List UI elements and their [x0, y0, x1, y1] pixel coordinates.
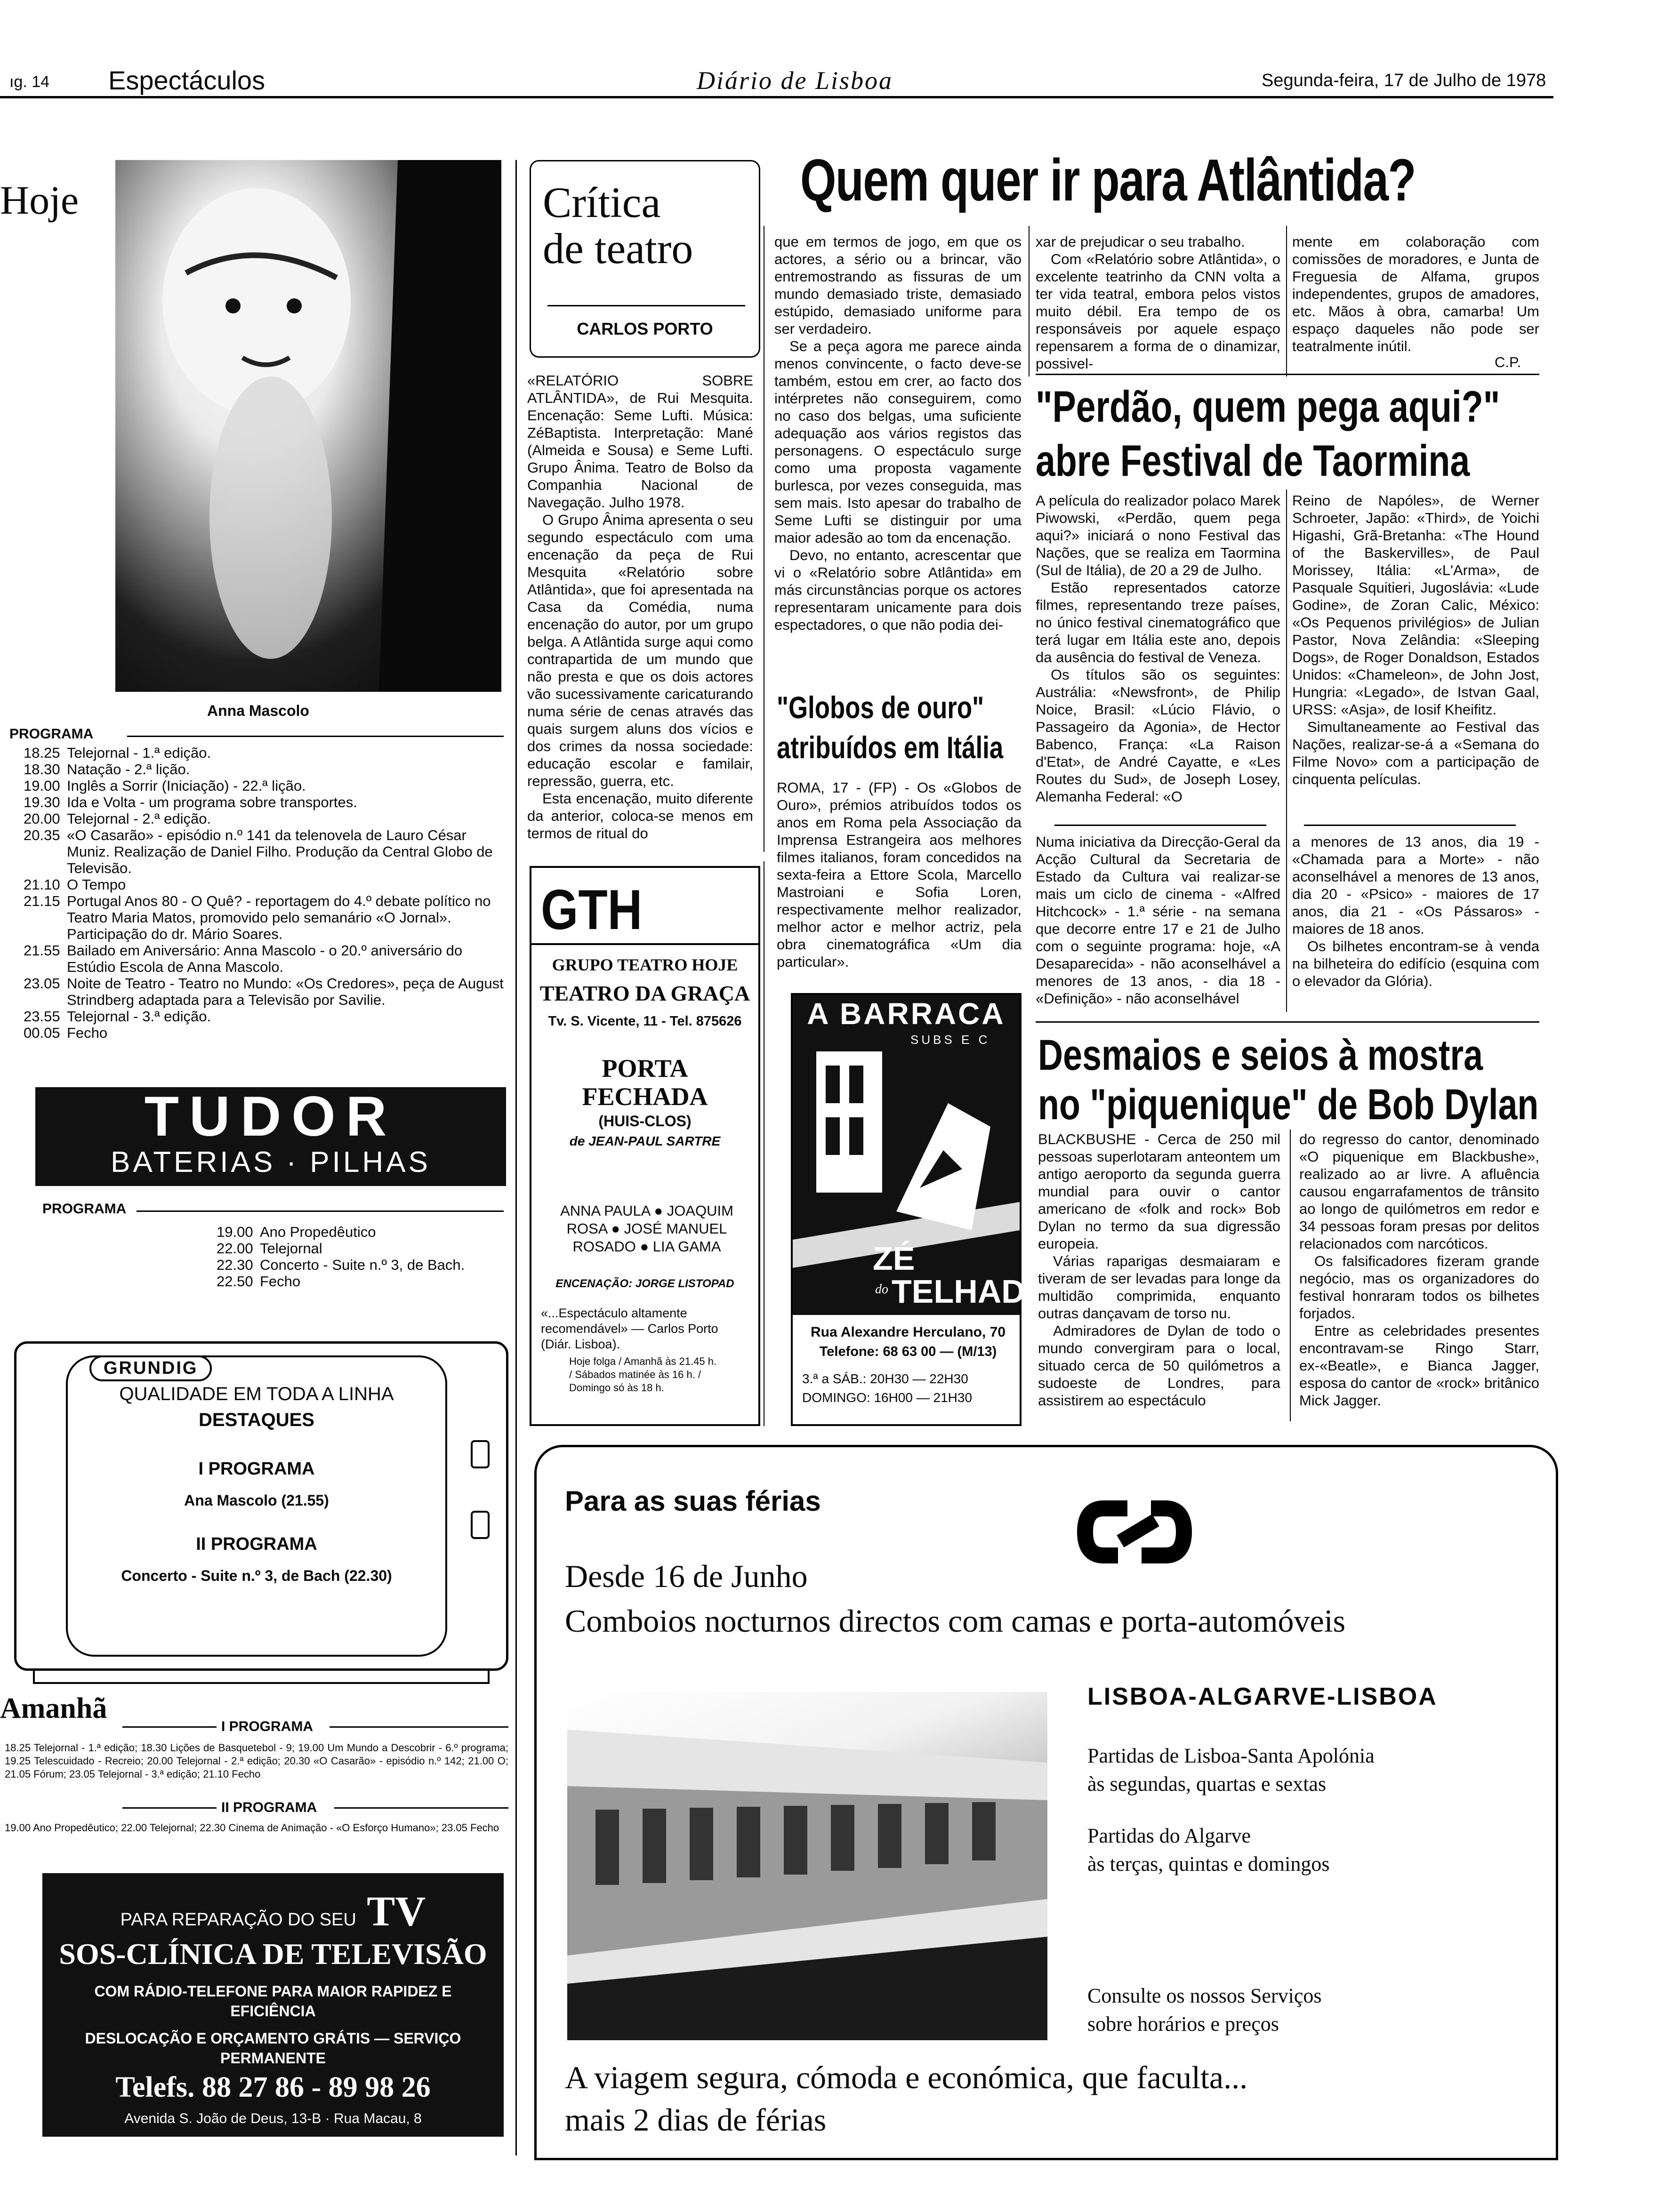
hitch-col2: [1292, 833, 1539, 990]
paragraph: que em termos de jogo, em que os actores, a sério ou a brincar, vão entremostrando as fissuras de um mundo demasiado triste, demasiado estúpido, demasiado uniforme para ser verdadeiro.: [774, 233, 1022, 337]
programa-rule-2: [137, 1210, 504, 1212]
cp-route: LISBOA-ALGARVE-LISBOA: [1087, 1683, 1438, 1710]
masthead: Diário de Lisboa: [697, 66, 893, 95]
program-row: [24, 810, 508, 827]
taormina-col1: [1036, 492, 1280, 805]
amanha-label: Amanhã: [0, 1692, 107, 1724]
barraca-play2: TELHADO: [892, 1273, 1051, 1310]
sos-line1: PARA REPARAÇÃO DO SEU: [120, 1910, 356, 1930]
paragraph: Os bilhetes encontram-se à venda na bilheteira do edifício (esquina com o elevador da Glória).: [1292, 938, 1539, 989]
cp-logo-icon: [1076, 1494, 1193, 1570]
header-date: Segunda-feira, 17 de Julho de 1978: [1262, 71, 1546, 90]
barraca-play-do: do: [875, 1282, 888, 1297]
grundig-p1-item: Ana Mascolo (21.55): [184, 1492, 329, 1509]
tv-knob-2: [471, 1511, 490, 1539]
program-desc: Noite de Teatro - Teatro no Mundo: «Os Credores», peça de August Strindberg adaptada para a Televisão por Savilie.: [67, 975, 504, 1008]
cp-logo: [1076, 1494, 1193, 1570]
cp-consult2: sobre horários e preços: [1087, 2012, 1279, 2036]
program-desc: Telejornal - 1.ª edição.: [67, 745, 211, 761]
cp-line3: Comboios nocturnos directos com camas e porta-automóveis: [565, 1603, 1346, 1639]
tudor-sub: BATERIAS · PILHAS: [111, 1146, 431, 1178]
program-row: [24, 745, 508, 761]
paragraph: xar de prejudicar o seu trabalho.: [1036, 233, 1245, 250]
paragraph: Entre as celebridades presentes encontravam-se Ringo Starr, ex-«Beatle», e Bianca Jagger, esposa do cantor de «rock» britânico Mick Jagger.: [1299, 1322, 1539, 1409]
paragraph: Admiradores de Dylan de todo o mundo convergiram para o local, situado cerca de 50 quilómetros a sudoeste de Londres, para assistirem ao espectáculo: [1038, 1322, 1280, 1409]
gth-cast: ANNA PAULA ● JOAQUIM ROSA ● JOSÉ MANUEL ROSADO ● LIA GAMA: [560, 1202, 733, 1255]
anna-mascolo-photo: [115, 160, 501, 692]
page-number: ıg. 14: [9, 73, 50, 91]
program-row: [24, 893, 508, 942]
program-desc: Bailado em Aniversário: Anna Mascolo - o 20.º aniversário do Estúdio Escola de Anna Mascolo.: [67, 942, 463, 975]
cp-consult1: Consulte os nossos Serviços: [1087, 1984, 1322, 2007]
program-row: [24, 761, 508, 777]
program-time: 21.15: [24, 893, 60, 909]
paragraph: mente em colaboração com comissões de moradores, e Junta de Freguesia de Alfama, grupos independentes, grupos de amadores, etc. Mãos à obra, camarba! Um espaço daqueles não pode ser teatralmente inútil.: [1292, 233, 1539, 354]
amanha-p2-text: 19.00 Ano Propedêutico; 22.00 Telejornal; 22.30 Cinema de Animação - «O Esforço Humano»; 23.05 Fecho: [5, 1822, 499, 1834]
paragraph: O Grupo Ânima apresenta o seu segundo espectáculo com uma encenação da peça de Rui Mesquita «Relatório sobre Atlântida», que foi apresentada na Casa da Comédia, numa encenação do autor, por um grupo belga. A Atlântida surge aqui como contrapartida de um mundo que não presta e que os dois actores vão sucessivamente caricaturando numa série de cenas através das quais surgem aluns dos vícios e dos crimes da nossa sociedade: educação escolar e familair, repressão, guerra, etc.: [527, 512, 753, 789]
tudor-ad: [35, 1087, 506, 1186]
paragraph: Reino de Napóles», de Werner Schroeter, Japão: «Third», de Yoichi Higashi, Grã-Bretanha: «The Hound of the Baskervilles», de Paul Morissey, Itália: «L'Arma», de Pasquale Squitieri, Jugoslávia: «Lude Godine», de Zoran Calic, México: «Os Pequenos privilégios» de Julian Pastor, Nova Zelândia: «Sleeping Dogs», de Roger Donaldson, Estados Unidos: «Chameleon», de John Jost, Hungria: «Legado», de Istvan Gaal, URSS: «Asja», de Iosif Kheifitz.: [1292, 492, 1539, 718]
cp-dep2b: às terças, quintas e domingos: [1087, 1852, 1330, 1875]
program-row: [24, 1008, 508, 1025]
program-desc: Telejornal - 3.ª edição.: [67, 1008, 211, 1025]
paragraph: a menores de 13 anos, dia 19 - «Chamada para a Morte» - não aconselhável a menores de 13 anos, dia 20 - «Psico» - maiores de 17 anos, dia 21 - «Os Pássaros» - maiores de 18 anos.: [1292, 834, 1539, 937]
paragraph: A película do realizador polaco Marek Piwowski, «Perdão, quem pega aqui?» iniciará o nono Festival das Nações, que se realiza em Taormina (Sul de Itália), de 20 a 29 de Julho.: [1036, 492, 1280, 578]
hoje-label: Hoje: [0, 177, 79, 223]
program-time: 19.00: [217, 1224, 253, 1240]
paragraph: Esta encenação, muito diferente da anterior, coloca-se menos em termos de ritual do: [527, 790, 753, 842]
gth-play1: PORTA: [602, 1054, 688, 1082]
critica-col3: [1036, 233, 1280, 372]
barraca-ad: [791, 993, 1051, 1426]
critica-rule-b1: [1029, 226, 1030, 377]
sos-addr: Avenida S. João de Deus, 13-B · Rua Macau, 8: [124, 2111, 422, 2126]
barraca-play1: ZÉ: [873, 1240, 915, 1277]
program-row: [24, 975, 508, 1008]
gth-schedule: Hoje folga / Amanhã às 21.45 h. / Sábados matinée às 16 h. / Domingo só às 18 h.: [569, 1355, 717, 1394]
section-title: Espectáculos: [108, 65, 265, 95]
barraca-sched2: DOMINGO: 16H00 — 21H30: [802, 1390, 973, 1405]
taormina-headline-1: "Perdão, quem pega aqui?": [1036, 382, 1500, 431]
grundig-p2: II PROGRAMA: [196, 1534, 317, 1554]
sos-tel: Telefs. 88 27 86 - 89 98 26: [115, 2071, 431, 2103]
program-row: [24, 777, 508, 794]
gth-play3: (HUIS-CLOS): [598, 1113, 692, 1130]
program-row: [217, 1224, 508, 1240]
program-desc: Telejornal - 2.ª edição.: [67, 810, 211, 827]
cp-foot2: mais 2 dias de férias: [565, 2102, 827, 2138]
critica-signature: C.P.: [1495, 354, 1521, 370]
dancer-silhouette-icon: [115, 160, 501, 692]
cp-ad: [534, 1445, 1558, 2160]
critica-col4: [1292, 233, 1539, 355]
critica-col1: [527, 372, 753, 842]
program-desc: Telejornal: [260, 1240, 322, 1257]
sos-tv: TV: [367, 1888, 426, 1935]
cp-foot1: A viagem segura, cómoda e económica, que faculta...: [565, 2060, 1248, 2095]
program-time: 22.30: [217, 1257, 253, 1273]
gth-name1: GRUPO TEATRO HOJE: [552, 955, 738, 974]
amanha-p1-label: I PROGRAMA: [221, 1719, 313, 1734]
taormina-headline-2: abre Festival de Taormina: [1036, 436, 1470, 485]
barraca-sched1: 3.ª a SÁB.: 20H30 — 22H30: [802, 1371, 968, 1386]
programa-label-1: PROGRAMA: [9, 726, 94, 742]
paragraph: Se a peça agora me parece ainda menos convincente, o facto deve-se também, estou em crer, ao facto dos intérpretes não conseguirem, como no caso dos belgas, uma suficiente adequação aos vários registos das personagens. O espectáculo surge como uma proposta vagamente burlesca, por vezes conseguida, mas sem mais. Isto apesar do trabalho de Seme Lufti se distinguir por uma maior adesão ao tom da encenação.: [774, 338, 1022, 546]
paragraph: Estão representados catorze filmes, representando treze países, no único festival cinematográfico que terá lugar em Itália este ano, depois da ausência do festival de Veneza.: [1036, 579, 1280, 665]
program-time: 21.55: [24, 942, 60, 959]
cp-dep1a: Partidas de Lisboa-Santa Apolónia: [1087, 1744, 1375, 1767]
program-time: 19.30: [24, 794, 60, 810]
program-time: 00.05: [24, 1025, 60, 1041]
grundig-destaques: DESTAQUES: [199, 1410, 314, 1430]
critica-label-a: Crítica: [543, 178, 661, 226]
program-desc: Ida e Volta - um programa sobre transportes.: [67, 794, 357, 810]
amanha-p1-text: 18.25 Telejornal - 1.ª edição; 18.30 Lições de Basquetebol - 9; 19.00 Um Mundo a Descobrir - 6.º programa; 19.25 Telescuidado - Recreio; 20.00 Telejornal - 2.ª edição; 20.30 «O Casarão» - episódio n.º 142; 21.00 O; 21.05 Fórum; 23.05 Telejornal - 3.ª edição; 21.10 Fecho: [5, 1742, 508, 1780]
dylan-col1: [1038, 1130, 1280, 1409]
program-desc: Concerto - Suite n.º 3, de Bach.: [260, 1257, 465, 1273]
globos-headline-2: atribuídos em Itália: [777, 730, 1004, 765]
program-desc: O Tempo: [67, 876, 126, 893]
gth-name2: TEATRO DA GRAÇA: [539, 981, 750, 1005]
paragraph: Os títulos são os seguintes: Austrália: «Newsfront», de Philip Noice, Brasil: «Lúcio Flávio, o Passageiro da Agonia», de Hector Babenco, França: «La Raison d'Etat», de André Cayatte, e «Les Routes du Sud», de Joseph Losey, Alemanha Federal: «O: [1036, 666, 1280, 805]
amanha-rule-1: [122, 1726, 217, 1728]
paragraph: do regresso do cantor, denominado «O piquenique em Blackbushe», realizado ao ar livre. A afluência causou engarrafamentos de trânsito ao longo de quilómetros em redor e 34 pessoas foram presas por delitos relacionados com narcóticos.: [1299, 1131, 1539, 1252]
program-desc: Fecho: [67, 1025, 108, 1041]
program-row: [24, 1025, 508, 1041]
program-time: 23.05: [24, 975, 60, 992]
program-row: [24, 876, 508, 893]
header-rule: [0, 96, 1553, 98]
globos-text: ROMA, 17 - (FP) - Os «Globos de Ouro», prémios atribuídos todos os anos em Roma pela Associação da Imprensa Estrangeira aos melhores filmes italianos, foram concedidos na sexta-feira a Ettore Scola, Marcello Mastroiani e Sofia Loren, respectivamente melhor realizador, melhor actor e melhor actriz, pela obra cinematográfica «Um dia particular».: [777, 779, 1022, 970]
program-desc: Inglês a Sorrir (Iniciação) - 22.ª lição.: [67, 777, 306, 794]
amanha-rule-2: [122, 1807, 217, 1809]
cp-dep1b: às segundas, quartas e sextas: [1087, 1772, 1327, 1795]
grundig-p1: I PROGRAMA: [198, 1459, 315, 1479]
program-row: [24, 942, 508, 975]
critica-author: CARLOS PORTO: [577, 319, 713, 338]
paragraph: Simultaneamente ao Festival das Nações, realizar-se-á a «Semana do Filme Novo» com a participação de cinquenta películas.: [1292, 719, 1539, 787]
amanha-p2-label: II PROGRAMA: [221, 1800, 317, 1815]
program-time: 22.50: [217, 1273, 253, 1290]
cp-train-photo: [567, 1692, 1047, 2040]
critica-rule: [547, 305, 745, 306]
grundig-ad: [14, 1332, 508, 1708]
photo-caption: Anna Mascolo: [207, 702, 309, 719]
critica-box: [530, 160, 760, 358]
gth-addr: Tv. S. Vicente, 11 - Tel. 875626: [548, 1014, 742, 1029]
barraca-tel: Telefone: 68 63 00 — (M/13): [819, 1344, 997, 1359]
program-row: [24, 794, 508, 810]
program-time: 18.25: [24, 745, 60, 761]
train-illustration-icon: [567, 1692, 1047, 2040]
program-row: [217, 1273, 508, 1290]
globos-headline-1: "Globos de ouro": [777, 690, 984, 725]
gth-play2: FECHADA: [582, 1082, 708, 1111]
program-desc: «O Casarão» - episódio n.º 141 da telenovela de Lauro César Muniz. Realização de Daniel Filho. Produção da Central Globo de Televisão.: [67, 827, 493, 876]
program-desc: Natação - 2.ª lição.: [67, 761, 190, 777]
tv-knob-1: [471, 1440, 490, 1468]
left-column-rule: [515, 160, 517, 2156]
gth-direction: ENCENAÇÃO: JORGE LISTOPAD: [555, 1277, 734, 1290]
program-row: [217, 1257, 508, 1273]
sos-ad: [42, 1873, 504, 2137]
amanha-rule-2b: [334, 1807, 508, 1809]
sos-line3: COM RÁDIO-TELEFONE PARA MAIOR RAPIDEZ E EFICIÊNCIA: [94, 1983, 452, 2020]
program-desc: Fecho: [260, 1273, 301, 1290]
paragraph: «RELATÓRIO SOBRE ATLÂNTIDA», de Rui Mesquita. Encenação: Seme Lufti. Música: ZéBaptista. Interpretação: Mané (Almeida e Sousa) e Seme Lufti. Grupo Ânima. Teatro de Bolso da Companhia Nacional de Navegação. Julho 1978.: [527, 372, 753, 511]
program-time: 20.00: [24, 810, 60, 827]
i-programa-list: [24, 745, 508, 1041]
hitch-rule-b: [1304, 825, 1516, 826]
ii-programa-list: [217, 1224, 508, 1290]
gth-author: de JEAN-PAUL SARTRE: [569, 1134, 721, 1148]
program-time: 22.00: [217, 1240, 253, 1257]
program-row: [24, 827, 508, 876]
hitch-col1: [1036, 833, 1280, 1007]
paragraph: Várias raparigas desmaiaram e tiveram de ser levadas para longe da multidão comprimida, enquanto outras dançavam de torso nu.: [1038, 1253, 1280, 1322]
barraca-addr: Rua Alexandre Herculano, 70: [810, 1324, 1006, 1340]
paragraph: BLACKBUSHE - Cerca de 250 mil pessoas superlotaram anteontem um antigo aeroporto da segunda guerra mundial para ouvir o cantor americano de «folk and rock» Bob Dylan no termo da sua digressão europeia.: [1038, 1131, 1280, 1252]
tv-base: [33, 1671, 490, 1684]
sos-line2: SOS-CLÍNICA DE TELEVISÃO: [59, 1937, 487, 1971]
amanha-rule-1b: [330, 1726, 508, 1728]
grundig-slogan: QUALIDADE EM TODA A LINHA: [119, 1384, 394, 1404]
critica-label-b: de teatro: [543, 224, 693, 272]
dylan-col-rule: [1290, 1130, 1291, 1421]
barraca-header: [793, 995, 1020, 1033]
cp-line2: Desde 16 de Junho: [565, 1558, 808, 1594]
dylan-col2: [1299, 1130, 1539, 1409]
gth-rule: [531, 943, 758, 945]
paragraph: Devo, no entanto, acrescentar que vi o «Relatório sobre Atlântida» em más circunstâncias porque os actores representaram unicamente para dois espectadores, o que não podia dei-: [774, 547, 1022, 633]
dylan-headline-2: no "piquenique" de Bob Dylan: [1038, 1081, 1539, 1129]
program-time: 18.30: [24, 761, 60, 777]
grundig-logo: GRUNDIG: [89, 1355, 212, 1381]
cp-dep2a: Partidas do Algarve: [1087, 1824, 1251, 1847]
gth-logo: GTH: [541, 878, 643, 941]
critica-col2: [774, 233, 1022, 633]
gth-ad: [530, 866, 760, 1426]
program-desc: Portugal Anos 80 - O Quê? - reportagem do 4.º debate político no Teatro Maria Matos, promovido pelo semanário «O Jornal». Participação do dr. Mário Soares.: [67, 893, 491, 942]
gth-quote: «...Espectáculo altamente recomendável» — Carlos Porto (Diár. Lisboa).: [541, 1306, 718, 1351]
paragraph: Com «Relatório sobre Atlântida», o excelente teatrinho da CNN volta a ter vida teatral, embora pelos vistos muito débil. Era tempo de os responsáveis por aquele espaço repensarem a forma de o dinamizar, possivel-: [1036, 251, 1280, 372]
taormina-col-rule: [1286, 489, 1287, 1012]
programa-label-2: PROGRAMA: [42, 1201, 127, 1217]
barraca-artwork: [793, 1033, 1051, 1315]
program-time: 20.35: [24, 827, 60, 843]
critica-bottom-rule: [1036, 374, 1539, 375]
sos-line4: DESLOCAÇÃO E ORÇAMENTO GRÁTIS — SERVIÇO PERMANENTE: [85, 2030, 461, 2067]
dylan-headline-1: Desmaios e seios à mostra: [1038, 1031, 1483, 1079]
barraca-sub: SUBS E C: [910, 1033, 990, 1047]
program-time: 19.00: [24, 777, 60, 794]
dylan-top-rule: [1036, 1021, 1539, 1023]
paragraph: Os falsificadores fizeram grande negócio, mas os organizadores do festival honraram todos os bilhetes forjados.: [1299, 1253, 1539, 1322]
critica-rule-b2: [1286, 226, 1287, 377]
barraca-title: A BARRACA: [807, 997, 1005, 1031]
cp-line1: Para as suas férias: [565, 1485, 821, 1517]
paragraph: Numa iniciativa da Direcção-Geral da Acção Cultural da Secretaria de Estado da Cultura vai realizar-se mais um ciclo de cinema - «Alfred Hitchcock» - 1.ª série - na semana que decorre entre 17 e 21 de Julho com o seguinte programa: hoje, «A Desaparecida» - não aconselhável a menores de 13 anos, - dia 18 - «Definição» - não aconselhável: [1036, 834, 1280, 1007]
program-time: 21.10: [24, 876, 60, 893]
hitch-rule-a: [1054, 825, 1266, 826]
taormina-col2: [1292, 492, 1539, 788]
critica-headline: Quem quer ir para Atlântida?: [800, 147, 1416, 213]
program-row: [217, 1240, 508, 1257]
tudor-brand: TUDOR: [144, 1085, 397, 1148]
program-time: 23.55: [24, 1008, 60, 1025]
grundig-p2-item: Concerto - Suite n.º 3, de Bach (22.30): [121, 1567, 392, 1584]
programa-rule-1: [127, 736, 504, 737]
program-desc: Ano Propedêutico: [260, 1224, 376, 1240]
